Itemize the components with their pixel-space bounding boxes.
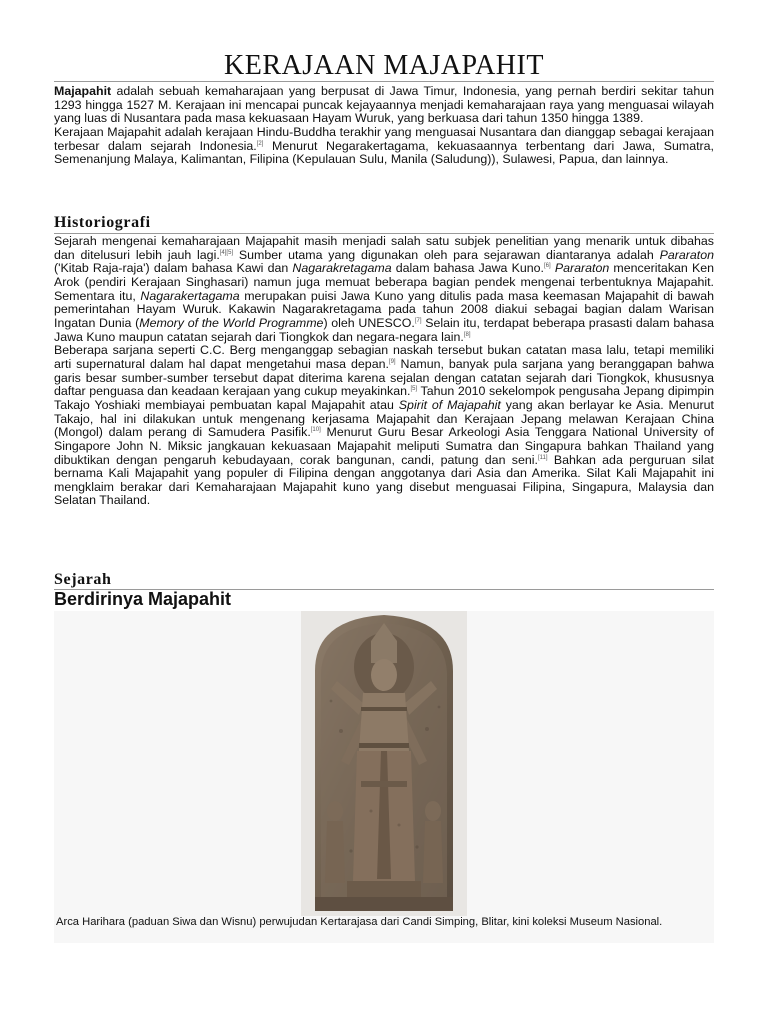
page-title: KERAJAAN MAJAPAHIT [224,50,544,81]
historiografi-paragraph-2: Beberapa sarjana seperti C.C. Berg menganggap sebagian naskah tersebut bukan catatan masa lalu, tetapi memiliki arti supernatural dalam hal dapat mengetahui masa depan.[9] Namun, banyak pula sarjana yang beranggapan bahwa garis besar sumber-sumber tersebut dapat diterima karena sejalan dengan catatan sejarah dari Tiongkok, khususnya daftar penguasa dan keadaan kerajaan yang cukup meyakinkan.[5] Tahun 2010 sekelompok pengusaha Jepang dipimpin Takajo Yoshiaki membiayai pembuatan kapal Majapahit atau Spirit of Majapahit yang akan berlayar ke Asia. Menurut Takajo, hal ini dilakukan untuk mengenang kerjasama Majapahit dan Kerajaan Jepang melawan Kerajaan China (Mongol) dalam perang di Samudera Pasifik.[10] Menurut Guru Besar Arkeologi Asia Tenggara National University of Singapore John N. Miksic jangkauan kekuasaan Majapahit meliputi Sumatra dan Singapura bahkan Thailand yang dibuktikan dengan pengaruh kebudayaan, corak bangunan, candi, patung dan seni.[11] Bahkan ada perguruan silat bernama Kali Majapahit yang populer di Filipina dengan anggotanya dari Asia dan Amerika. Silat Kali Majapahit ini mengklaim berakar dari Kemaharajaan Majapahit kuno yang disebut menguasai Filipina, Singapura, Malaysia dan Selatan Thailand. [54,343,714,508]
citation-link[interactable]: [9] [388,358,396,365]
citation-link[interactable]: [5] [410,386,418,393]
citation-link[interactable]: [6] [543,263,551,270]
harihara-statue-image [301,611,467,916]
intro-paragraph-1: Majapahit adalah sebuah kemaharajaan yang berpusat di Jawa Timur, Indonesia, yang pernah berdiri sekitar tahun 1293 hingga 1527 M. Kerajaan ini mencapai puncak kejayaannya menjadi kemaharajaan raya yang menguasai wilayah yang luas di Nusantara pada masa kekuasaan Hayam Wuruk, yang berkuasa dari tahun 1350 hingga 1389. [54,84,714,126]
citation-link[interactable]: [2] [256,140,264,147]
intro-paragraph-2: Kerajaan Majapahit adalah kerajaan Hindu-Buddha terakhir yang menguasai Nusantara dan dianggap sebagai kerajaan terbesar dalam sejarah Indonesia.[2] Menurut Negarakertagama, kekuasaannya terbentang dari Jawa, Sumatra, Semenanjung Malaya, Kalimantan, Filipina (Kepulauan Sulu, Manila (Saludung)), Sulawesi, Papua, dan lainnya. [54,124,714,167]
citation-link[interactable]: [8] [463,331,471,338]
intro-term: Majapahit [54,84,112,98]
citation-link[interactable]: [4][5] [219,249,234,256]
intro-section [54,85,714,167]
figure-box [54,611,714,943]
citation-link[interactable]: [10] [310,427,321,434]
section-heading-historiografi: Historiografi [54,214,151,231]
citation-link[interactable]: [11] [537,454,548,461]
figure-caption: Arca Harihara (paduan Siwa dan Wisnu) perwujudan Kertarajasa dari Candi Simping, Blitar, kini koleksi Museum Nasional. [56,916,663,928]
section-heading-sejarah: Sejarah [54,571,112,588]
citation-link[interactable]: [7] [414,317,422,324]
title-divider [54,81,714,82]
historiografi-paragraph-1: Sejarah mengenai kemaharajaan Majapahit masih menjadi salah satu subjek penelitian yang menarik untuk dibahas dan ditelusuri lebih jauh lagi.[4][5] Sumber utama yang digunakan oleh para sejarawan diantaranya adalah Pararaton ('Kitab Raja-raja') dalam bahasa Kawi dan Nagarakretagama dalam bahasa Jawa Kuno.[6] Pararaton menceritakan Ken Arok (pendiri Kerajaan Singhasari) namun juga memuat beberapa bagian pendek mengenai terbentuknya Majapahit. Sementara itu, Nagarakertagama merupakan puisi Jawa Kuno yang ditulis pada masa keemasan Majapahit di bawah pemerintahan Hayam Wuruk. Kakawin Nagarakretagama pada tahun 2008 diakui sebagai bagian dalam Warisan Ingatan Dunia (Memory of the World Programme) oleh UNESCO.[7] Selain itu, terdapat beberapa prasasti dalam bahasa Jawa Kuno maupun catatan sejarah dari Tiongkok dan negara-negara lain.[8] [54,234,715,344]
statue-photo [301,611,467,916]
subsection-heading: Berdirinya Majapahit [54,589,232,609]
historiografi-section [54,235,714,508]
